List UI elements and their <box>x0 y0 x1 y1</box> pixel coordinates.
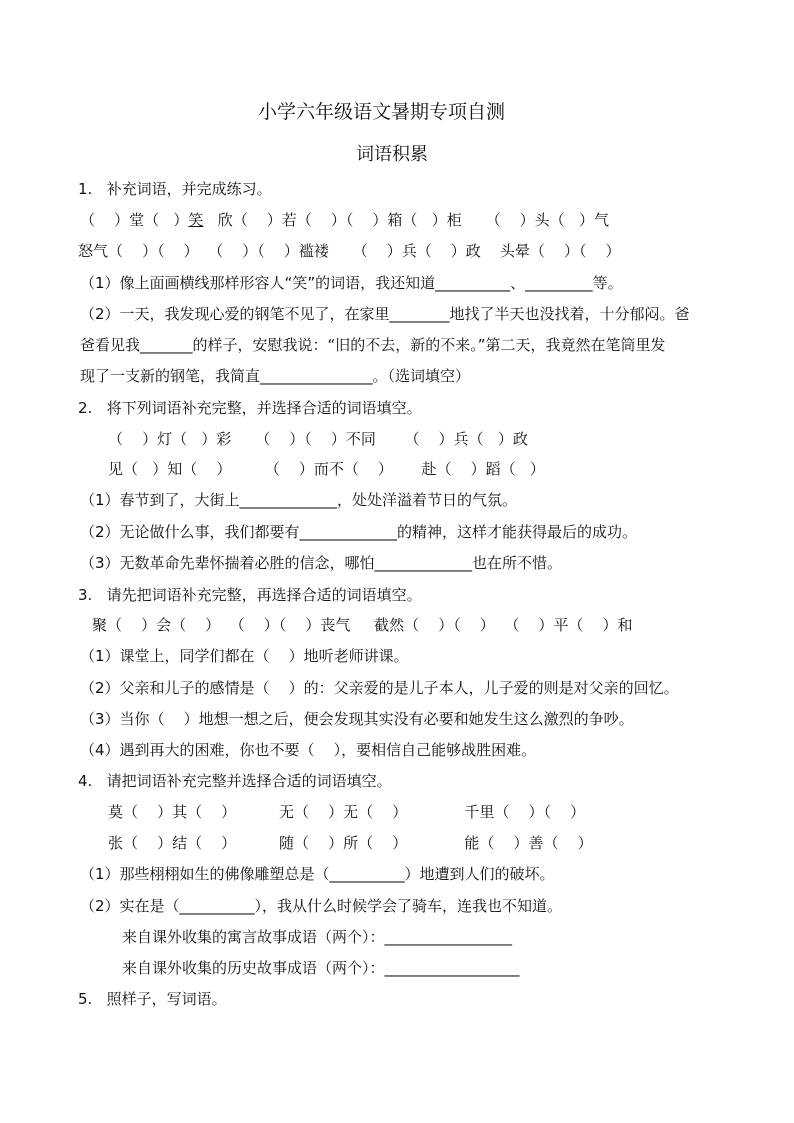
q2-heading: 2. 将下列词语补充完整，并选择合适的词语填空。 <box>78 399 422 417</box>
q1-sentence-2-line-1: （2）一天，我发现心爱的钢笔不见了，在家里________地找了半天也没找着，十分郁闷。爸 <box>80 305 690 323</box>
q1-sentence-2-line-2: 爸看见我_______的样子，安慰我说：“旧的不去，新的不来。”第二天，我竟然在笔筒里发 <box>80 336 666 354</box>
q3-sentence-1: （1）课堂上，同学们都在（ ）地听老师讲课。 <box>80 647 409 665</box>
q1-row1-underlined-word: 笑 <box>188 211 204 229</box>
q1-sentence-2-line-3: 现了一支新的钢笔，我简直_______________。（选词填空） <box>80 367 471 385</box>
q5-heading: 5. 照样子，写词语。 <box>78 990 227 1008</box>
q1-row1-part-a: （ ）堂（ ） <box>80 211 189 229</box>
q4-word-row-2: 张（ ）结（ ） 随（ ）所（ ） 能（ ）善（ ） <box>108 834 593 852</box>
q2-word-row-2: 见（ ）知（ ） （ ）而不（ ） 赴（ ）蹈（ ） <box>108 460 545 478</box>
q2-sentence-3: （3）无数革命先辈怀揣着必胜的信念，哪怕_____________也在所不惜。 <box>80 554 563 572</box>
q3-sentence-4: （4）遇到再大的困难，你也不要（ ），要相信自己能够战胜困难。 <box>80 741 537 759</box>
q4-heading: 4. 请把词语补充完整并选择合适的词语填空。 <box>78 772 392 790</box>
page-title: 小学六年级语文暑期专项自测 <box>258 101 506 123</box>
q3-sentence-3: （3）当你（ ）地想一想之后，便会发现其实没有必要和她发生这么激烈的争吵。 <box>80 710 634 728</box>
q4-extra-history-idioms: 来自课外收集的历史故事成语（两个）：__________________ <box>122 959 520 977</box>
q4-sentence-1: （1）那些栩栩如生的佛像雕塑总是（__________）地遭到人们的破坏。 <box>80 865 555 883</box>
q1-word-row-2: 怒气（ ）（ ） （ ）（ ）褴褛 （ ）兵（ ）政 头晕（ ）（ ） <box>78 242 621 260</box>
q1-sentence-1: （1）像上面画横线那样形容人“笑”的词语，我还知道__________、_________等。 <box>80 274 623 292</box>
page-subtitle: 词语积累 <box>356 144 428 165</box>
q1-word-row-1 <box>80 210 609 230</box>
q4-extra-fable-idioms: 来自课外收集的寓言故事成语（两个）：_________________ <box>122 928 513 946</box>
q4-sentence-2: （2）实在是（__________），我从什么时候学会了骑车，连我也不知道。 <box>80 897 563 915</box>
q3-heading: 3. 请先把词语补充完整，再选择合适的词语填空。 <box>78 586 422 604</box>
q3-word-row-1: 聚（ ）会（ ） （ ）（ ）丧气 截然（ ）（ ） （ ）平（ ）和 <box>92 616 633 634</box>
q4-word-row-1: 莫（ ）其（ ） 无（ ）无（ ） 千里（ ）（ ） <box>108 803 586 821</box>
q2-word-row-1: （ ）灯（ ）彩 （ ）（ ）不同 （ ）兵（ ）政 <box>108 430 528 448</box>
q3-sentence-2: （2）父亲和儿子的感情是（ ）的：父亲爱的是儿子本人，儿子爱的则是对父亲的回忆。 <box>80 679 679 697</box>
q2-sentence-2: （2）无论做什么事，我们都要有_____________的精神，这样才能获得最后的成功。 <box>80 523 638 541</box>
q1-heading: 1. 补充词语，并完成练习。 <box>78 180 272 198</box>
q1-row1-part-c: 欣（ ）若（ ）（ ）箱（ ）柜 （ ）头（ ）气 <box>203 211 609 229</box>
q2-sentence-1: （1）春节到了，大街上_____________，处处洋溢着节日的气氛。 <box>80 491 518 509</box>
